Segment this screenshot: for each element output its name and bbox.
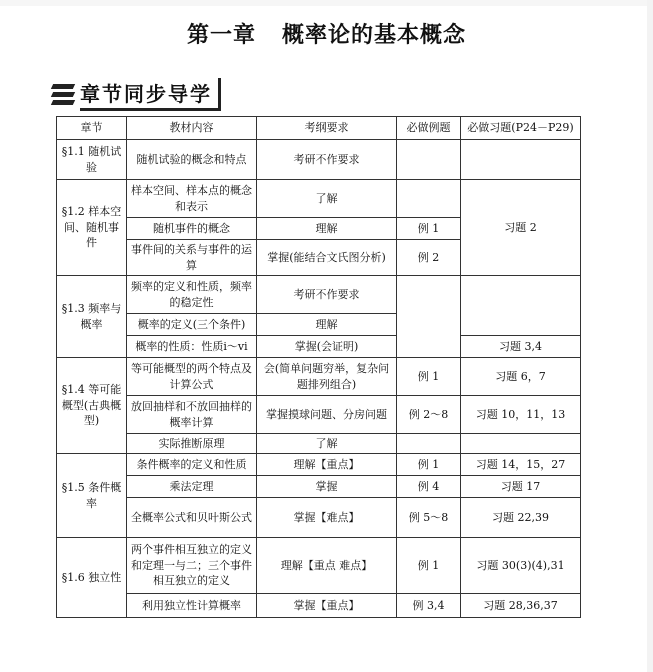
example-cell: 例 1 (397, 538, 461, 594)
page-right-edge (647, 0, 653, 672)
example-cell (397, 434, 461, 454)
table-header-row (57, 117, 581, 140)
example-cell: 例 3,4 (397, 594, 461, 618)
requirement-cell: 了解 (257, 434, 397, 454)
content-cell: 随机试验的概念和特点 (127, 140, 257, 180)
requirement-cell: 会(简单问题穷举，复杂问题排列组合) (257, 358, 397, 396)
example-cell: 例 5～8 (397, 498, 461, 538)
requirement-cell: 掌握摸球问题、分房问题 (257, 396, 397, 434)
exercise-cell: 习题 6，7 (461, 358, 581, 396)
content-cell: 两个事件相互独立的定义和定理一与二；三个事件相互独立的定义 (127, 538, 257, 594)
requirement-cell: 掌握【重点】 (257, 594, 397, 618)
section-cell: §1.1 随机试验 (57, 140, 127, 180)
content-cell: 概率的性质：性质ⅰ～ⅵ (127, 336, 257, 358)
exercise-cell: 习题 2 (461, 180, 581, 276)
requirement-cell: 了解 (257, 180, 397, 218)
example-cell: 例 2～8 (397, 396, 461, 434)
exercise-cell: 习题 14，15，27 (461, 454, 581, 476)
requirement-cell: 理解 (257, 314, 397, 336)
example-cell: 例 1 (397, 454, 461, 476)
content-cell: 乘法定理 (127, 476, 257, 498)
exercise-cell: 习题 3,4 (461, 336, 581, 358)
section-heading-label: 章节同步导学 (80, 78, 221, 111)
header-examples: 必做例题 (397, 117, 461, 140)
table-row (57, 396, 581, 434)
content-cell: 利用独立性计算概率 (127, 594, 257, 618)
exercise-cell (461, 276, 581, 336)
content-cell: 频率的定义和性质，频率的稳定性 (127, 276, 257, 314)
table-row (57, 594, 581, 618)
exercise-cell: 习题 30(3)(4),31 (461, 538, 581, 594)
table-row (57, 434, 581, 454)
example-cell: 例 2 (397, 240, 461, 276)
table-row (57, 358, 581, 396)
requirement-cell: 理解【重点】 (257, 454, 397, 476)
section-cell: §1.4 等可能概型(古典概型) (57, 358, 127, 454)
requirement-cell: 掌握(会证明) (257, 336, 397, 358)
table-row (57, 476, 581, 498)
exercise-cell: 习题 28,36,37 (461, 594, 581, 618)
header-section: 章节 (57, 117, 127, 140)
example-cell (397, 276, 461, 358)
requirement-cell: 理解 (257, 218, 397, 240)
requirement-cell: 掌握【难点】 (257, 498, 397, 538)
content-cell: 全概率公式和贝叶斯公式 (127, 498, 257, 538)
example-cell (397, 180, 461, 218)
header-exercises: 必做习题(P24－P29) (461, 117, 581, 140)
section-cell: §1.6 独立性 (57, 538, 127, 618)
table-row (57, 498, 581, 538)
content-cell: 实际推断原理 (127, 434, 257, 454)
table-row (57, 538, 581, 594)
content-cell: 样本空间、样本点的概念和表示 (127, 180, 257, 218)
example-cell (397, 140, 461, 180)
exercise-cell: 习题 17 (461, 476, 581, 498)
table-row (57, 180, 581, 218)
page-top-edge (0, 0, 653, 6)
content-cell: 事件间的关系与事件的运算 (127, 240, 257, 276)
chapter-name: 概率论的基本概念 (282, 23, 467, 48)
table-row (57, 276, 581, 314)
example-cell: 例 1 (397, 358, 461, 396)
content-cell: 等可能概型的两个特点及计算公式 (127, 358, 257, 396)
example-cell: 例 4 (397, 476, 461, 498)
content-cell: 随机事件的概念 (127, 218, 257, 240)
section-cell: §1.5 条件概率 (57, 454, 127, 538)
example-cell: 例 1 (397, 218, 461, 240)
exercise-cell (461, 140, 581, 180)
table-row (57, 140, 581, 180)
section-heading (52, 78, 221, 111)
header-requirement: 考纲要求 (257, 117, 397, 140)
header-content: 教材内容 (127, 117, 257, 140)
exercise-cell (461, 434, 581, 454)
study-guide-table (56, 116, 581, 618)
table-row (57, 454, 581, 476)
chapter-number: 第一章 (186, 23, 256, 48)
requirement-cell: 理解【重点 难点】 (257, 538, 397, 594)
chapter-title (0, 18, 653, 49)
exercise-cell: 习题 22,39 (461, 498, 581, 538)
requirement-cell: 考研不作要求 (257, 140, 397, 180)
content-cell: 条件概率的定义和性质 (127, 454, 257, 476)
section-cell: §1.2 样本空间、随机事件 (57, 180, 127, 276)
content-cell: 放回抽样和不放回抽样的概率计算 (127, 396, 257, 434)
requirement-cell: 掌握(能结合文氏图分析) (257, 240, 397, 276)
table-row (57, 336, 581, 358)
requirement-cell: 考研不作要求 (257, 276, 397, 314)
heading-bars-icon (52, 84, 74, 105)
exercise-cell: 习题 10，11，13 (461, 396, 581, 434)
section-cell: §1.3 频率与概率 (57, 276, 127, 358)
content-cell: 概率的定义(三个条件) (127, 314, 257, 336)
requirement-cell: 掌握 (257, 476, 397, 498)
